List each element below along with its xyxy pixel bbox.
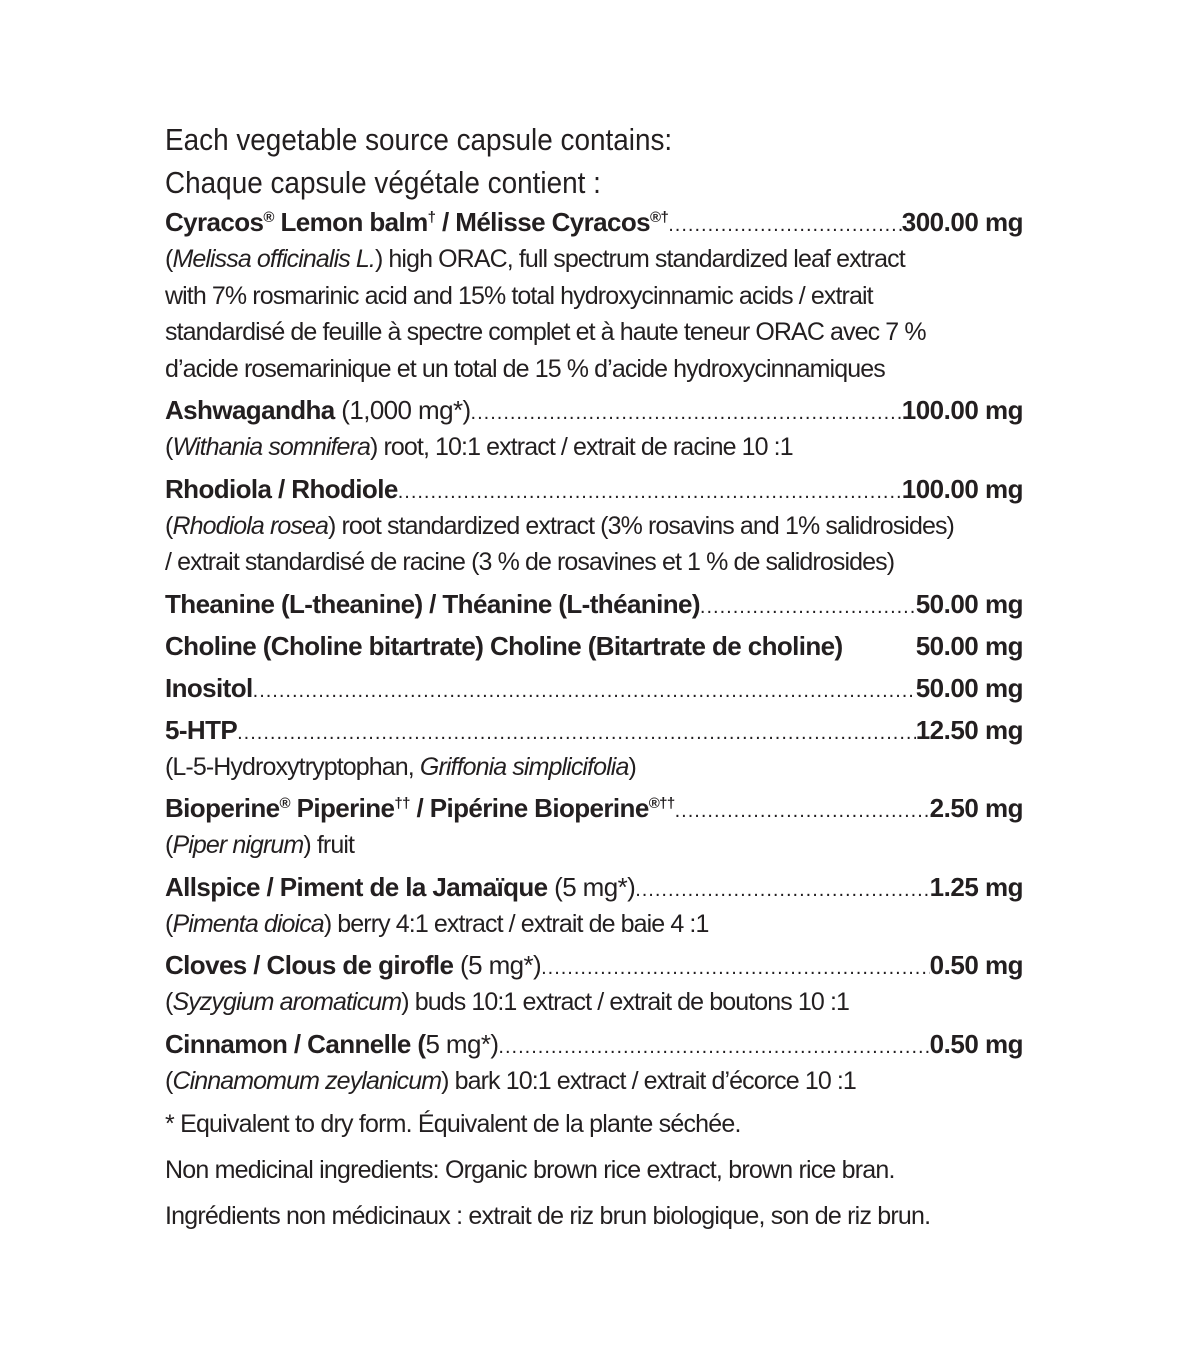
latin-name: Piper nigrum (172, 831, 304, 859)
description-text: d’acide rosemarinique et un total de 15 % d’acide hydroxycinnamiques (165, 354, 885, 383)
ingredient-name (165, 586, 700, 623)
ingredient-row (165, 471, 1023, 508)
ingredient-name (165, 670, 253, 707)
ingredient-row (165, 204, 1023, 241)
dot-leader (541, 950, 930, 987)
superscript-mark: †† (394, 795, 410, 812)
ingredient-name (165, 869, 635, 906)
ingredient-item (165, 942, 1035, 1021)
ingredient-amount: 50.00 mg (915, 672, 1023, 703)
ingredient-name-part: Inositol (165, 672, 253, 703)
ingredient-name (165, 947, 541, 984)
ingredient-description (165, 508, 1035, 545)
description-text: ) fruit (303, 831, 355, 859)
ingredient-row (165, 1026, 1023, 1063)
ingredient-description (165, 314, 1035, 351)
ingredient-row (165, 947, 1023, 984)
ingredient-name-part: / Mélisse Cyracos (435, 207, 651, 237)
superscript-mark: ®† (650, 209, 669, 226)
equivalent-note: (1,000 mg*) (334, 395, 471, 425)
footnotes (165, 1101, 1035, 1239)
ingredient-amount: 100.00 mg (901, 395, 1023, 425)
dot-leader (498, 1029, 929, 1066)
ingredient-item (165, 707, 1035, 786)
ingredient-description (165, 241, 1035, 278)
latin-name: Syzygium aromaticum (172, 988, 402, 1016)
ingredient-name-part: Lemon balm (273, 207, 428, 237)
ingredient-item (165, 785, 1035, 864)
superscript-mark: ®†† (648, 795, 675, 812)
heading-french: Chaque capsule végétale contient : (165, 165, 601, 200)
ingredient-amount: 0.50 mg (929, 950, 1023, 980)
ingredient-row (165, 586, 1023, 623)
ingredient-item (165, 864, 1035, 943)
ingredient-name (165, 471, 398, 508)
latin-name: Rhodiola rosea (172, 511, 329, 540)
non-medicinal-ingredients: Non medicinal ingredients: Organic brown rice extract, brown rice bran. (165, 1156, 895, 1184)
superscript-mark: † (427, 209, 436, 226)
ingredient-name-part: / Pipérine Bioperine (409, 793, 649, 823)
ingredient-name-part: Bioperine (165, 793, 280, 823)
description-text: ) root, 10:1 extract / extrait de racine 10 :1 (370, 433, 793, 461)
ingredient-name (165, 1026, 498, 1063)
equivalent-note: 5 mg*) (425, 1028, 499, 1059)
supplement-facts-panel (165, 118, 1035, 1239)
ingredient-description (165, 984, 1035, 1021)
ingredient-name-part: Cyracos (165, 207, 264, 237)
ingredient-amount: 0.50 mg (929, 1028, 1023, 1059)
ingredient-name (165, 790, 675, 827)
ingredient-description (165, 278, 1035, 315)
latin-name: Withania somnifera (172, 433, 370, 461)
ingredient-list (165, 204, 1035, 1099)
ingredient-name-part: 5-HTP (165, 714, 238, 745)
ingredient-item (165, 581, 1035, 623)
ingredient-description (165, 906, 1035, 943)
dot-leader (253, 673, 916, 710)
ingredient-amount: 2.50 mg (929, 793, 1023, 823)
description-text: ) bark 10:1 extract / extrait d’écorce 10 :1 (441, 1066, 856, 1095)
ingredient-name-part: Cloves / Clous de girofle (165, 950, 454, 980)
ingredient-row (165, 790, 1023, 827)
superscript-mark: ® (279, 795, 290, 812)
description-text: (L-5-Hydroxytryptophan, (165, 752, 420, 781)
latin-name: Pimenta dioica (172, 909, 324, 938)
ingredient-description (165, 749, 1035, 786)
dot-leader (635, 872, 929, 909)
description-text: ( (165, 245, 173, 273)
ingredient-name-part: Choline (Choline bitartrate) Choline (Bitartrate de choline) (165, 630, 843, 661)
latin-name: Melissa officinalis L. (172, 245, 375, 273)
ingredient-item (165, 665, 1035, 707)
heading-english: Each vegetable source capsule contains: (165, 122, 673, 157)
dot-leader (237, 715, 916, 752)
ingredient-name (165, 628, 843, 665)
dot-leader (675, 793, 930, 830)
ingredient-amount: 1.25 mg (929, 871, 1023, 902)
ingredient-item (165, 387, 1035, 466)
ingredient-row (165, 628, 1023, 665)
description-text: standardisé de feuille à spectre complet et à haute teneur ORAC avec 7 % (165, 318, 926, 346)
ingredient-amount: 50.00 mg (915, 630, 1023, 661)
description-text: ( (165, 831, 173, 859)
description-text: ( (165, 909, 173, 938)
description-text: ) root standardized extract (3% rosavins and 1% salidrosides) (328, 511, 954, 540)
dot-leader (700, 589, 916, 626)
description-text: ( (165, 433, 173, 461)
ingredient-name (165, 712, 237, 749)
ingredient-name-part: Rhodiola / Rhodiole (165, 473, 398, 504)
ingredient-amount: 12.50 mg (915, 714, 1023, 745)
description-text: / extrait standardisé de racine (3 % de rosavines et 1 % de salidrosides) (165, 548, 895, 576)
ingredient-name (165, 204, 668, 241)
equivalent-note: (5 mg*) (547, 871, 636, 902)
equivalent-note: (5 mg*) (453, 950, 542, 980)
ingredient-amount: 100.00 mg (901, 473, 1023, 504)
superscript-mark: ® (263, 209, 274, 226)
ingredient-item (165, 466, 1035, 581)
ingredient-amount: 300.00 mg (901, 207, 1023, 237)
ingredient-description (165, 351, 1035, 388)
dot-leader (398, 474, 902, 511)
ingredient-row (165, 392, 1023, 429)
ingredient-row (165, 712, 1023, 749)
description-text: ) (628, 752, 636, 781)
ingredient-name-part: Allspice / Piment de la Jamaïque (165, 871, 548, 902)
dot-leader (668, 207, 902, 244)
ingredient-description (165, 1063, 1035, 1100)
description-text: ) berry 4:1 extract / extrait de baie 4 :1 (323, 909, 709, 938)
latin-name: Griffonia simplicifolia (419, 752, 629, 781)
ingredient-item (165, 1021, 1035, 1100)
dry-form-footnote: * Equivalent to dry form. Équivalent de la plante séchée. (165, 1110, 741, 1138)
description-text: ( (165, 988, 173, 1016)
ingredient-item (165, 623, 1035, 665)
ingredient-row (165, 869, 1023, 906)
description-text: ) buds 10:1 extract / extrait de boutons 10 :1 (401, 988, 850, 1016)
description-text: ) high ORAC, full spectrum standardized leaf extract (374, 245, 905, 273)
ingredient-name-part: Cinnamon / Cannelle ( (165, 1028, 426, 1059)
ingredient-description (165, 827, 1035, 864)
ingredient-item (165, 204, 1035, 387)
dot-leader (471, 395, 902, 432)
non-medicinal-ingredients: Ingrédients non médicinaux : extrait de riz brun biologique, son de riz brun. (165, 1202, 931, 1230)
description-text: ( (165, 511, 173, 540)
latin-name: Cinnamomum zeylanicum (172, 1066, 442, 1095)
ingredient-name-part: Ashwagandha (165, 395, 335, 425)
description-text: ( (165, 1066, 173, 1095)
ingredient-name-part: Theanine (L-theanine) / Théanine (L-théanine) (165, 588, 700, 619)
ingredient-amount: 50.00 mg (915, 588, 1023, 619)
ingredient-row (165, 670, 1023, 707)
ingredient-description (165, 544, 1035, 581)
ingredient-name (165, 392, 471, 429)
ingredient-description (165, 429, 1035, 466)
description-text: with 7% rosmarinic acid and 15% total hydroxycinnamic acids / extrait (165, 281, 873, 310)
ingredient-name-part: Piperine (289, 793, 395, 823)
